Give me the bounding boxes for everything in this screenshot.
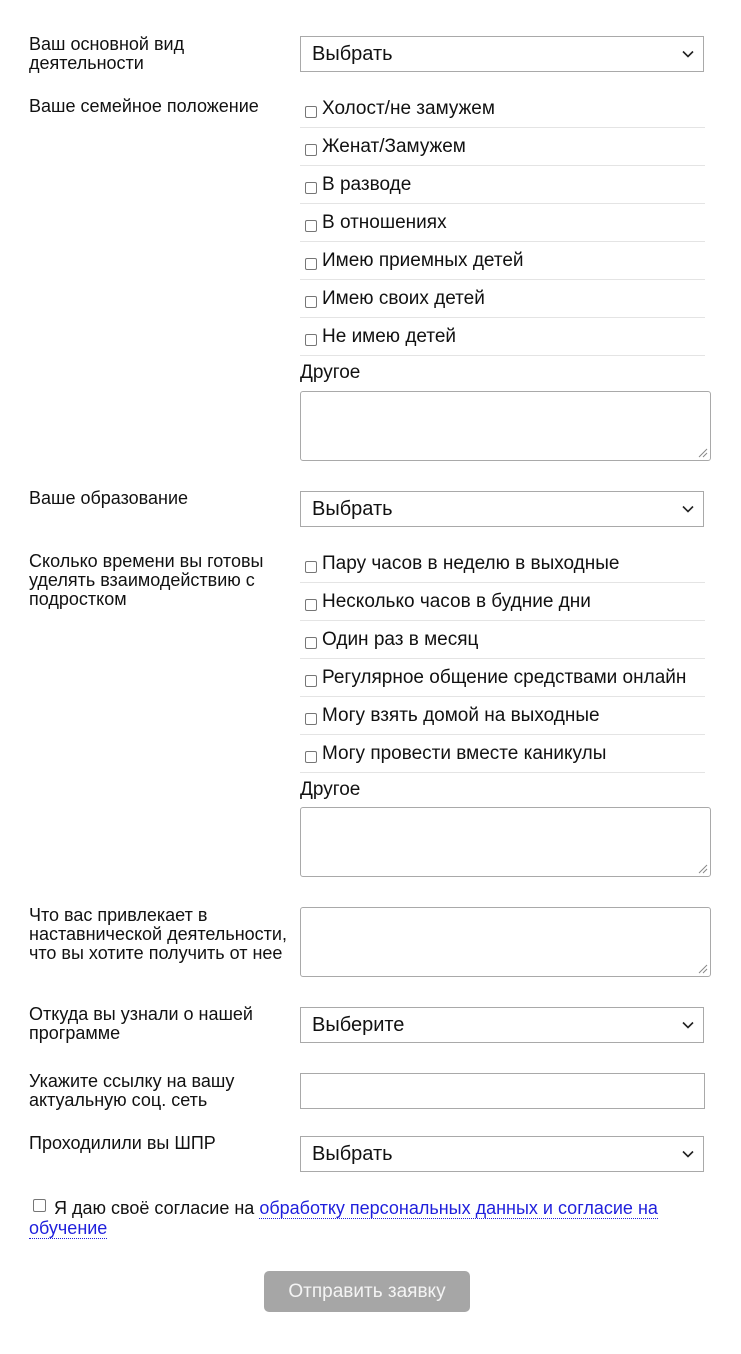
source-select[interactable] [300,1007,704,1043]
shpr-select-value: Выбрать [312,1143,393,1165]
checkbox[interactable] [305,334,317,346]
marital-options [300,90,705,356]
chevron-down-icon [681,1018,695,1032]
checkbox[interactable] [305,144,317,156]
time-other-textarea[interactable] [300,807,711,877]
marital-option-label: Имею своих детей [322,288,485,309]
checkbox[interactable] [305,106,317,118]
consent-text: Я даю своё согласие на [54,1198,260,1218]
checkbox[interactable] [305,296,317,308]
education-select[interactable] [300,491,704,527]
source-label: Откуда вы узнали о нашей программе [29,1004,253,1043]
activity-select[interactable] [300,36,704,72]
resize-grip-icon[interactable] [697,963,708,974]
marital-option-label: Холост/не замужем [322,98,495,119]
education-label: Ваше образование [29,488,189,508]
time-options [300,545,705,773]
time-option[interactable] [300,735,705,773]
time-label: Сколько времени вы готовы уделять взаимодействию с подростком [29,551,264,609]
marital-option-label: Имею приемных детей [322,250,524,271]
marital-option[interactable] [300,204,705,242]
marital-option[interactable] [300,318,705,356]
checkbox[interactable] [305,713,317,725]
marital-option[interactable] [300,280,705,318]
marital-option-label: В разводе [322,174,412,195]
chevron-down-icon [681,502,695,516]
checkbox[interactable] [305,182,317,194]
marital-option[interactable] [300,90,705,128]
marital-option-label: Женат/Замужем [322,136,466,157]
time-option-label: Могу провести вместе каникулы [322,743,607,764]
motivation-textarea[interactable] [300,907,711,977]
checkbox[interactable] [305,220,317,232]
resize-grip-icon[interactable] [697,863,708,874]
checkbox[interactable] [305,258,317,270]
chevron-down-icon [681,1147,695,1161]
social-label: Укажите ссылку на вашу актуальную соц. сеть [29,1071,235,1110]
education-select-value: Выбрать [312,498,393,520]
shpr-label: Проходилили вы ШПР [29,1133,216,1153]
social-link-input[interactable] [300,1073,705,1109]
marital-label: Ваше семейное положение [29,96,259,116]
consent-checkbox[interactable] [33,1199,46,1212]
checkbox[interactable] [305,599,317,611]
time-option-label: Могу взять домой на выходные [322,705,600,726]
marital-other-textarea[interactable] [300,391,711,461]
marital-option[interactable] [300,128,705,166]
motivation-label: Что вас привлекает в наставнической деятельности, что вы хотите получить от нее [29,905,287,963]
time-option[interactable] [300,697,705,735]
time-other-label: Другое [300,779,361,800]
time-option-label: Один раз в месяц [322,629,479,650]
resize-grip-icon[interactable] [697,447,708,458]
consent-link[interactable]: обработку персональных данных и согласие на обучение [29,1198,658,1238]
marital-option-label: Не имею детей [322,326,457,347]
time-option[interactable] [300,621,705,659]
time-option[interactable] [300,659,705,697]
source-select-value: Выберите [312,1014,405,1036]
marital-option[interactable] [300,242,705,280]
time-option-label: Несколько часов в будние дни [322,591,591,612]
time-option[interactable] [300,545,705,583]
activity-select-value: Выбрать [312,43,393,65]
time-option-label: Пару часов в неделю в выходные [322,553,620,574]
shpr-select[interactable] [300,1136,704,1172]
chevron-down-icon [681,47,695,61]
time-option-label: Регулярное общение средствами онлайн [322,667,687,688]
checkbox[interactable] [305,561,317,573]
checkbox[interactable] [305,751,317,763]
marital-other-label: Другое [300,362,361,383]
consent-row [29,1198,719,1238]
marital-option-label: В отношениях [322,212,447,233]
activity-label: Ваш основной вид деятельности [29,34,185,73]
checkbox[interactable] [305,675,317,687]
marital-option[interactable] [300,166,705,204]
time-option[interactable] [300,583,705,621]
checkbox[interactable] [305,637,317,649]
submit-button[interactable]: Отправить заявку [264,1271,470,1312]
